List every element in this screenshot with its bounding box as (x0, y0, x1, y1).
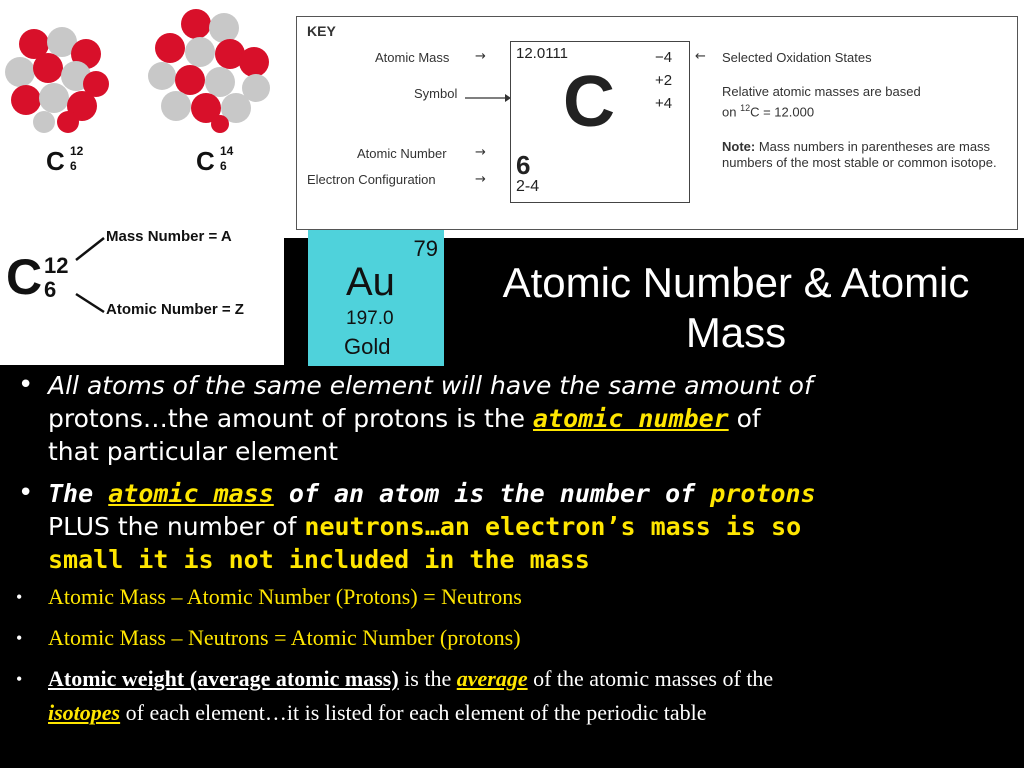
gold-element-tile (308, 230, 444, 366)
term-protons: protons (710, 479, 816, 508)
term-atomic-number: atomic number (533, 404, 729, 433)
key-title: KEY (307, 23, 336, 39)
carbon-14-label: C 14 6 (196, 144, 234, 176)
notation-numbers (44, 254, 68, 302)
arrow-left-icon: ← (695, 49, 706, 64)
carbon-12-label: C 12 6 (46, 144, 84, 176)
key-label-electron-configuration: Electron Configuration (307, 172, 436, 187)
arrow-right-icon (465, 93, 511, 103)
carbon-12-number: 6 (70, 159, 77, 173)
relative-mass-note: Relative atomic masses are based on $^{12}$C = 12.000 (722, 84, 921, 120)
bullet-formula-neutrons: • Atomic Mass – Atomic Number (Protons) = Neutrons (48, 580, 522, 614)
bullet-dot: • (16, 628, 23, 648)
term-atomic-mass: atomic mass (108, 479, 274, 508)
gold-atomic-mass: 197.0 (346, 308, 394, 329)
key-label-oxidation-states: Selected Oxidation States (722, 50, 872, 65)
cell-atomic-mass: 12.0111 (516, 45, 568, 62)
carbon-12-nucleus-icon (4, 26, 110, 134)
mass-number-label: Mass Number = A (106, 228, 232, 245)
cell-oxidation-states: −4 +2 +4 (655, 49, 673, 112)
key-label-atomic-number: Atomic Number (357, 146, 447, 161)
element-cell-carbon (510, 41, 690, 203)
arrow-right-icon: → (475, 172, 486, 187)
notation-mass: 12 (44, 253, 69, 278)
bullet-dot: • (18, 370, 34, 400)
bullet-atomic-weight: • Atomic weight (average atomic mass) is the average of the atomic masses of the isotopes of each element…it is listed for each element of the periodic table (48, 662, 1008, 730)
arrow-right-icon: → (475, 145, 486, 160)
bullet-dot: • (16, 587, 23, 607)
key-box (296, 16, 1018, 230)
bullet-atomic-number: • All atoms of the same element will have the same amount of protons…the amount of protons is the atomic number of that particular element (18, 370, 813, 466)
notation-atomic-number: 6 (44, 277, 57, 302)
mass-number-note: Note: Mass numbers in parentheses are mass numbers of the most stable or common isotope. (722, 139, 997, 170)
bullet-dot: • (16, 669, 23, 689)
bullet-dot: • (18, 478, 34, 508)
gold-symbol: Au (346, 260, 395, 304)
isotope-image (0, 0, 284, 365)
key-label-atomic-mass: Atomic Mass (375, 50, 450, 65)
term-atomic-weight: Atomic weight (average atomic mass) (48, 666, 399, 691)
carbon-14-nucleus-icon (148, 8, 274, 134)
periodic-key-image (284, 0, 1024, 238)
notation-symbol: C (6, 249, 43, 305)
cell-atomic-number: 6 (516, 150, 531, 180)
cell-symbol: C (563, 62, 615, 142)
gold-atomic-number: 79 (413, 236, 438, 261)
carbon-12-mass: 12 (70, 144, 84, 158)
carbon-14-mass: 14 (220, 144, 234, 158)
notation-pointer-lines (74, 232, 108, 322)
term-average: average (456, 666, 528, 691)
atomic-number-label: Atomic Number = Z (106, 301, 244, 318)
arrow-right-icon: → (475, 49, 486, 64)
bullet-formula-protons: • Atomic Mass – Neutrons = Atomic Number (protons) (48, 621, 521, 655)
bullet-atomic-mass: • The atomic mass of an atom is the number of protons PLUS the number of neutrons…an electron’s mass is so small it is not included in the mass (18, 478, 816, 574)
carbon-14-number: 6 (220, 159, 227, 173)
term-isotopes: isotopes (48, 700, 121, 725)
key-label-symbol: Symbol (414, 86, 458, 101)
cell-electron-config: 2-4 (516, 178, 540, 195)
gold-name: Gold (344, 334, 391, 359)
slide-title: Atomic Number & Atomic Mass (502, 259, 970, 356)
